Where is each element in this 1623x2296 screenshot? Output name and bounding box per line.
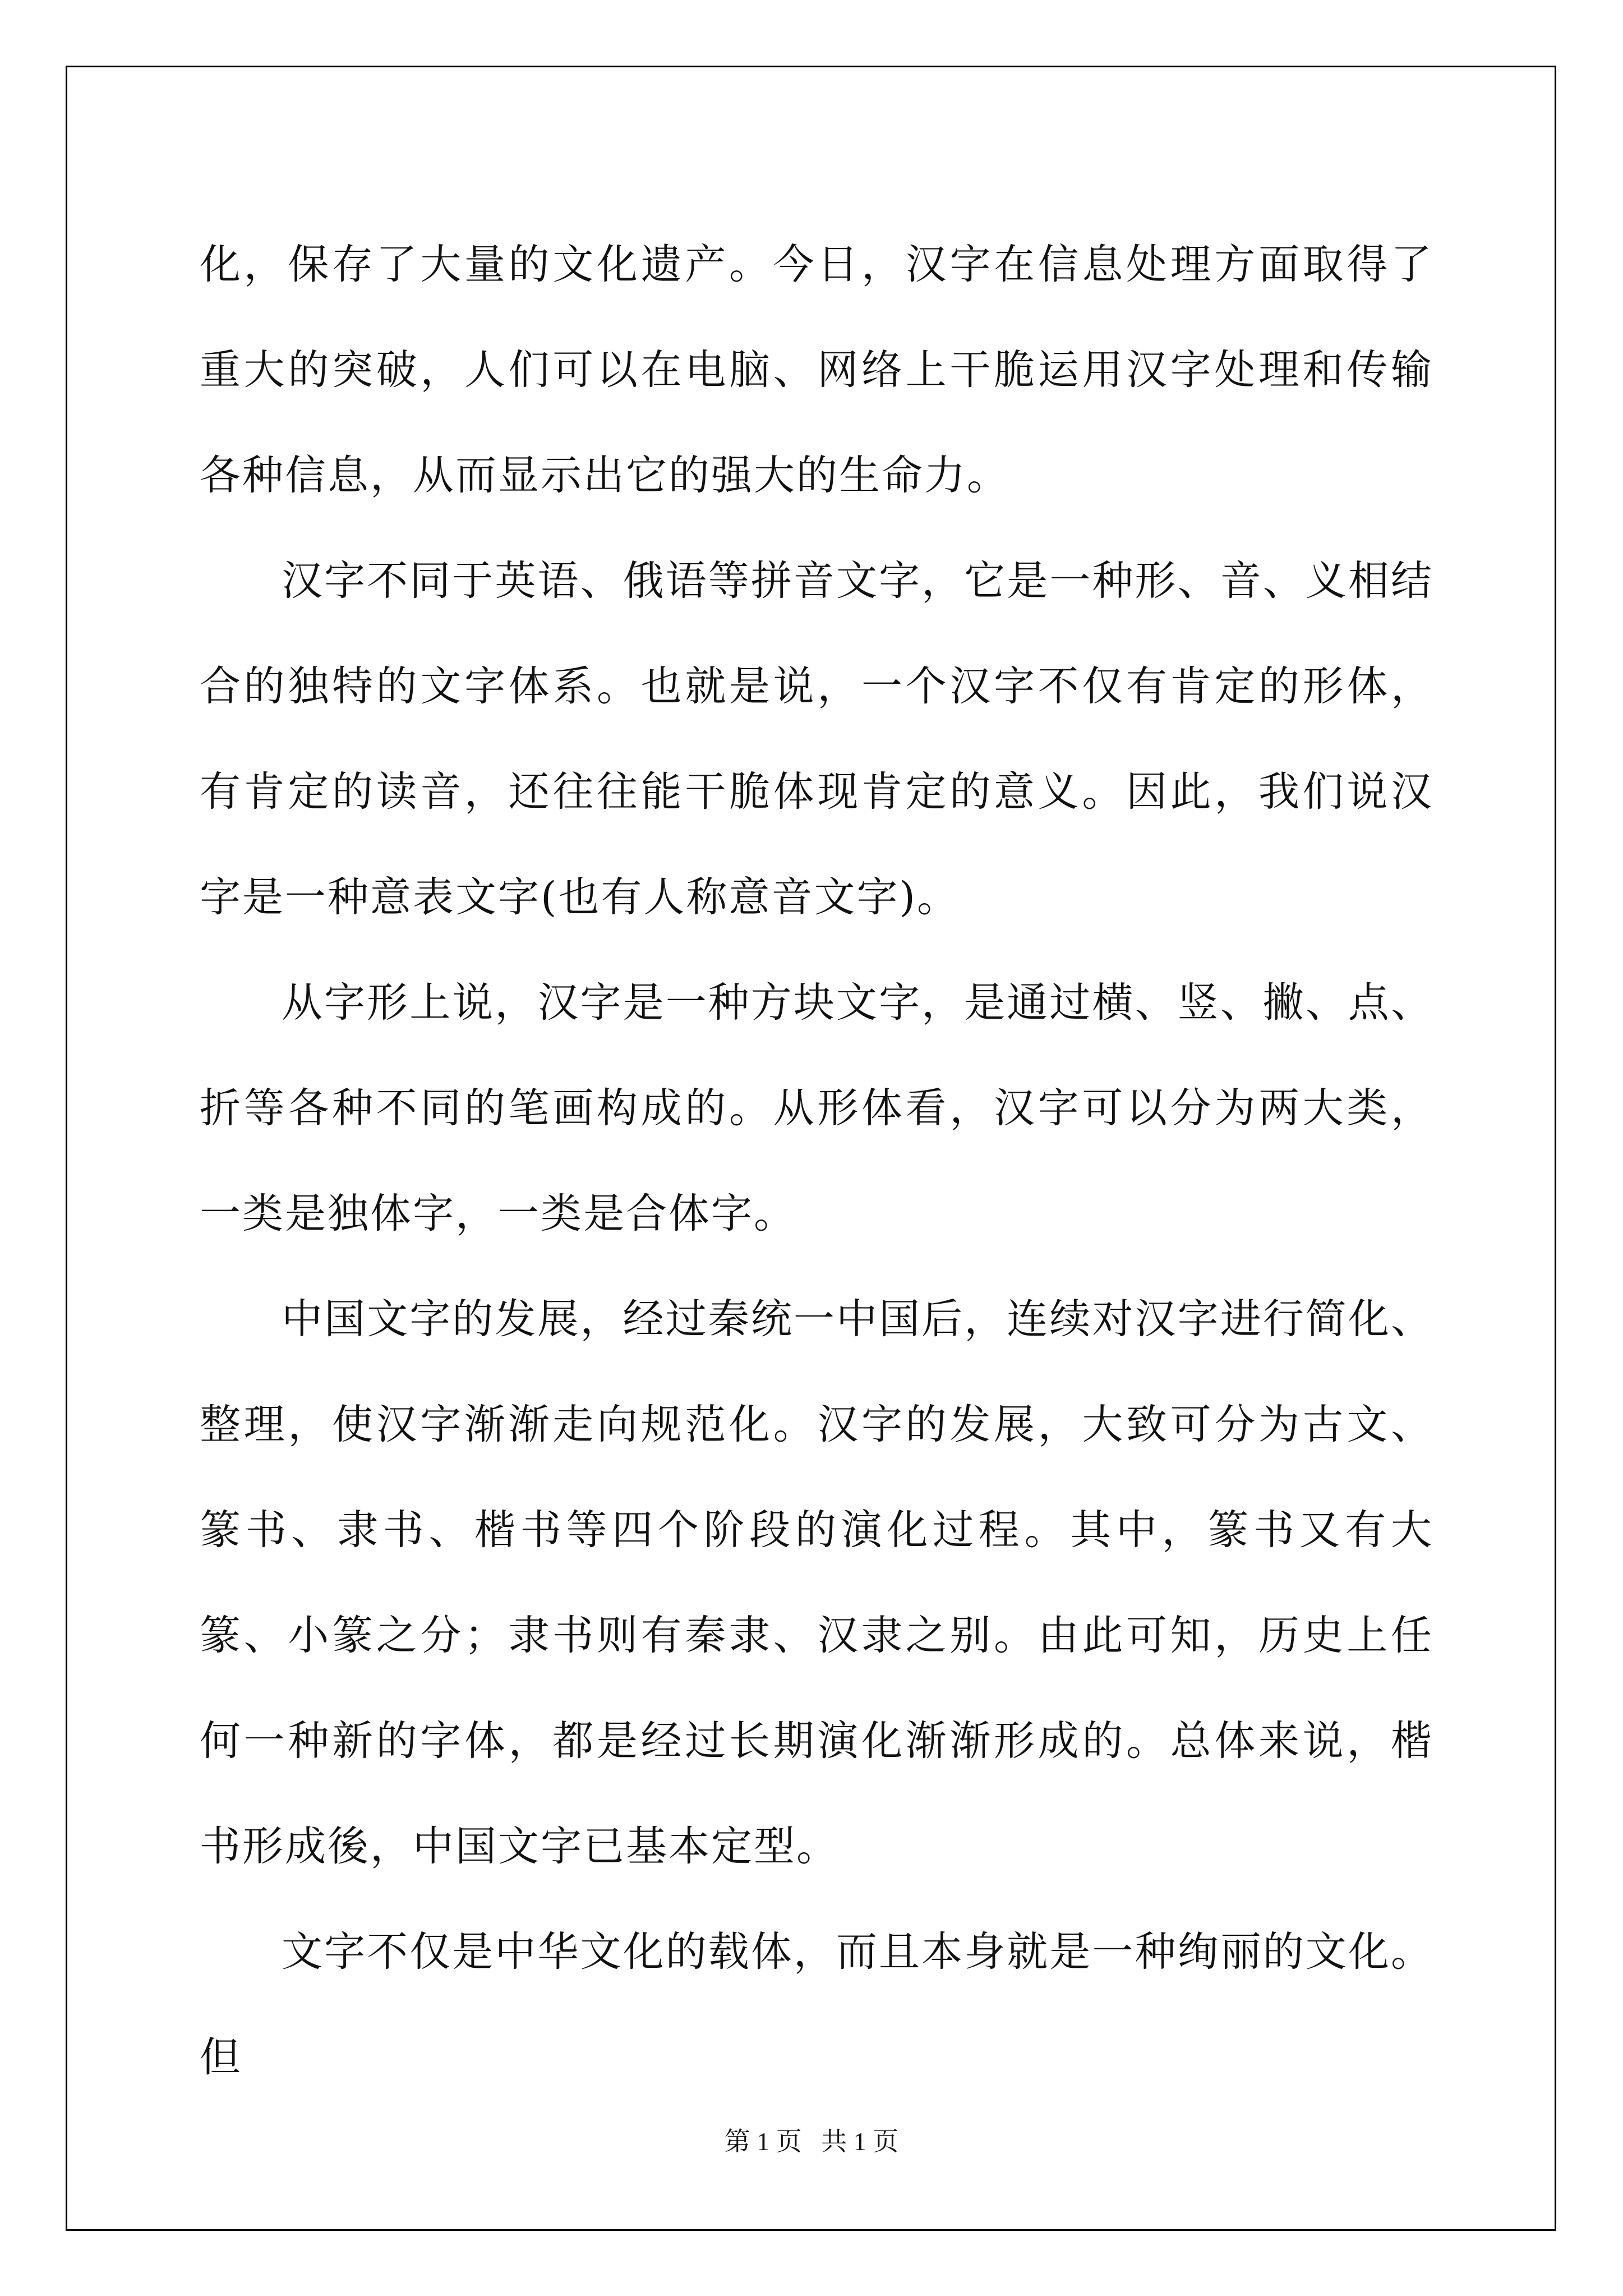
paragraph-5: 文字不仅是中华文化的载体，而且本身就是一种绚丽的文化。但 bbox=[200, 1928, 1433, 2081]
paragraph-4: 中国文字的发展，经过秦统一中国后，连续对汉字进行简化、整理，使汉字渐渐走向规范化。汉字的发展，大致可分为古文、篆书、隶书、楷书等四个阶段的演化过程。其中，篆书又有大篆、小篆之分；隶书则有秦隶、汉隶之别。由此可知，历史上任何一种新的字体，都是经过长期演化渐渐形成的。总体来说，楷书形成後，中国文字已基本定型。 bbox=[200, 1295, 1433, 1870]
paragraph-3: 从字形上说，汉字是一种方块文字，是通过横、竖、撇、点、折等各种不同的笔画构成的。从形体看，汉字可以分为两大类，一类是独体字，一类是合体字。 bbox=[200, 979, 1433, 1237]
page-total: 共 1 页 bbox=[821, 2127, 899, 2156]
paragraph-1: 化，保存了大量的文化遗产。今日，汉字在信息处理方面取得了重大的突破，人们可以在电脑、网络上干脆运用汉字处理和传输各种信息，从而显示出它的强大的生命力。 bbox=[200, 241, 1433, 499]
paragraph-2: 汉字不同于英语、俄语等拼音文字，它是一种形、音、义相结合的独特的文字体系。也就是说，一个汉字不仅有肯定的形体，有肯定的读音，还往往能干脆体现肯定的意义。因此，我们说汉字是一种意表文字(也有人称意音文字)。 bbox=[200, 557, 1433, 921]
page-footer bbox=[0, 2125, 1623, 2159]
document-body bbox=[200, 212, 1433, 2110]
page-number: 第 1 页 bbox=[724, 2127, 802, 2156]
